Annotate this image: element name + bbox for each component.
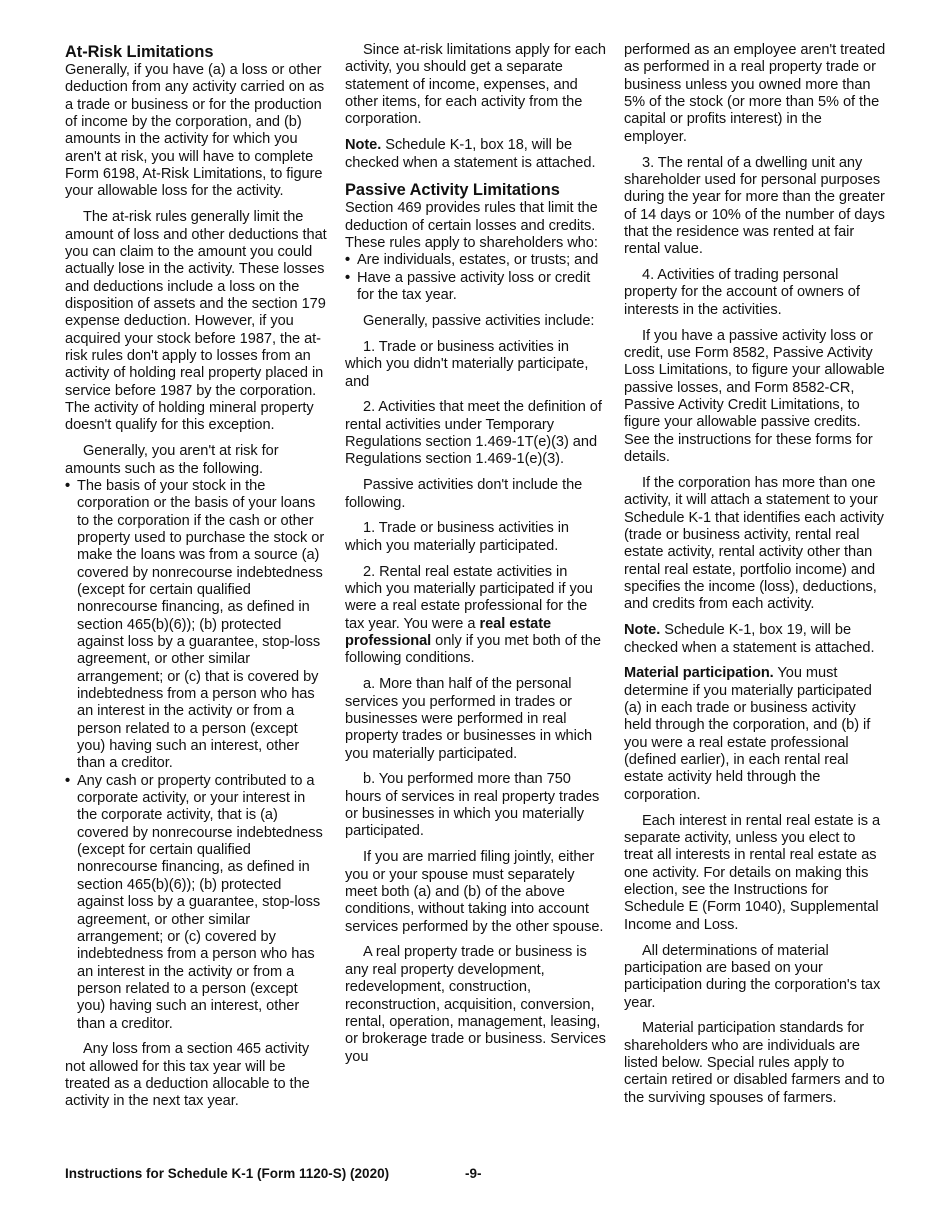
paragraph: Since at-risk limitations apply for each activity, you should get a separate statement of income, expenses, and other items, for each activity from the corporation. [345, 42, 606, 128]
note-paragraph [624, 622, 886, 657]
bullet-item [345, 252, 607, 269]
paragraph: Section 469 provides rules that limit the deduction of certain losses and credits. These rules apply to shareholders who: [345, 200, 598, 252]
list-item: a. More than half of the personal services you performed in trades or businesses were performed in real property trades or businesses in which you materially participated. [345, 676, 593, 762]
bullet-icon: • [65, 772, 71, 789]
paragraph: Material participation standards for shareholders who are individuals are listed below. Special rules apply to certain retired or disabled farmers and to the surviving spouses of farmers. [624, 1020, 885, 1106]
bullet-text: Any cash or property contributed to a corporate activity, or your interest in the corporate activity, that is (a) covered by nonrecourse indebtedness (except for certain qualified nonrecourse financing, as defined in section 465(b)(6)); (b) protected against loss by a guarantee, stop-loss agreement, or other similar arrangement; or (c) covered by indebtedness from a person who has an interest in the activity or from a person related to a person (except you) having such an interest, other than a creditor. [77, 772, 323, 1032]
column-left [65, 42, 327, 1119]
run-in-heading: Material participation. [624, 665, 774, 682]
note-text: Schedule K-1, box 19, will be checked when a statement is attached. [624, 622, 875, 656]
paragraph: Generally, if you have (a) a loss or other deduction from any activity carried on as a trade or business or for the production of income by the corporation, and (b) amounts in the activity for which you aren't at risk, you will have to complete Form 6198, At-Risk Limitations, to figure your allowable loss for the activity. [65, 62, 325, 200]
heading-at-risk-limitations: At-Risk Limitations [65, 43, 214, 61]
note-label: Note. [624, 622, 661, 639]
bullet-text: Are individuals, estates, or trusts; and [357, 252, 599, 269]
paragraph: Passive activities don't include the following. [345, 477, 583, 511]
list-item-text: 2. Rental real estate activities in which you materially participated if you were a real estate professional for the tax year. You were a [345, 563, 593, 632]
paragraph-text: You must determine if you materially participated (a) in each trade or business activity held through the corporation, and (b) if you were a real estate professional (defined earlier), in each rental real estate activity held through the corporation. [624, 665, 872, 803]
paragraph: The at-risk rules generally limit the amount of loss and other deductions that you can claim to the amount you could actually lose in the activity. These losses and deductions include a loss on the disposition of assets and the section 179 expense deduction. However, if you acquired your stock before 1987, the at-risk rules don't apply to losses from an activity of holding real property placed in service before 1987 by the corporation. The activity of holding mineral property doesn't qualify for this exception. [65, 209, 327, 434]
note-paragraph [345, 137, 607, 172]
paragraph: All determinations of material participation are based on your participation during the corporation's tax year. [624, 942, 881, 1011]
list-item: 1. Trade or business activities in which you didn't materially participate, and [345, 338, 589, 390]
note-text: Schedule K-1, box 18, will be checked when a statement is attached. [345, 137, 596, 171]
paragraph: Each interest in rental real estate is a separate activity, unless you elect to treat all interests in rental real estate as one activity. For details on making this election, see the Instructions for Schedule E (Form 1040), Supplemental Income and Loss. [624, 812, 881, 933]
bullet-icon: • [345, 269, 351, 286]
paragraph: If you have a passive activity loss or credit, use Form 8582, Passive Activity Loss Limitations, to figure your allowable passive losses, and Form 8582-CR, Passive Activity Credit Limitations, to figure your allowable passive credits. See the instructions for these forms for details. [624, 327, 885, 466]
list-item: b. You performed more than 750 hours of services in real property trades or businesses in which you materially participated. [345, 771, 600, 840]
paragraph: If the corporation has more than one activity, it will attach a statement to your Schedule K-1 that identifies each activity (trade or business activity, rental real estate activity, rental activity other than rental real estate, portfolio income) and specifies the income (loss), deductions, and credits from each activity. [624, 474, 884, 613]
bullet-icon: • [65, 477, 71, 494]
bullet-icon: • [345, 252, 351, 269]
list-item: 4. Activities of trading personal property for the account of owners of interests in the activities. [624, 267, 860, 318]
list-item: 2. Activities that meet the definition of rental activities under Temporary Regulations section 1.469-1T(e)(3) and Regulations section 1.469-1(e)(3). [345, 399, 602, 468]
bullet-text: Have a passive activity loss or credit for the tax year. [357, 269, 591, 304]
bullet-item [65, 773, 327, 1033]
column-right [624, 42, 886, 1116]
paragraph: Any loss from a section 465 activity not allowed for this tax year will be treated as a deduction allocable to the activity in the next tax year. [65, 1041, 310, 1110]
list-item-text: only if you met both of the following conditions. [345, 632, 601, 667]
page-number: -9- [465, 1166, 482, 1181]
paragraph: Generally, you aren't at risk for amounts such as the following. [65, 443, 279, 477]
footer-title: Instructions for Schedule K-1 (Form 1120-S) (2020) [65, 1166, 390, 1181]
material-participation-paragraph [624, 665, 886, 804]
bullet-item [345, 270, 607, 305]
paragraph: A real property trade or business is any real property development, redevelopment, construction, reconstruction, acquisition, conversion, rental, operation, management, leasing, or brokerage trade or business. Services you [345, 944, 606, 1065]
list-item: 3. The rental of a dwelling unit any shareholder used for personal purposes during the year for more than the greater of 14 days or 10% of the number of days that the residence was rented at fair rental value. [624, 154, 885, 258]
paragraph: performed as an employee aren't treated as performed in a real property trade or business unless you owned more than 5% of the stock (or more than 5% of the capital or profits interest) in the employer. [624, 42, 886, 145]
bullet-item [65, 478, 327, 773]
list-item [345, 564, 607, 668]
paragraph: If you are married filing jointly, either you or your spouse must separately meet both (a) and (b) of the above conditions, without taking into account services performed by the other spouse. [345, 849, 604, 935]
heading-passive-activity-limitations: Passive Activity Limitations [345, 181, 560, 200]
list-item: 1. Trade or business activities in which you materially participated. [345, 520, 569, 554]
paragraph: Generally, passive activities include: [363, 312, 595, 329]
note-label: Note. [345, 137, 382, 154]
bullet-text: The basis of your stock in the corporation or the basis of your loans to the corporation if the cash or other property used to purchase the stock or make the loans was from a source (a) covered by nonrecourse indebtedness (except for certain qualified nonrecourse financing, as defined in section 465(b)(6)); (b) protected against loss by a guarantee, stop-loss agreement, or other similar arrangement; or (c) that is covered by indebtedness from a person who has an interest in the activity or from a person related to a person (except you) having such an interest, other than a creditor. [77, 477, 325, 772]
defined-term: real estate professional [345, 615, 552, 649]
column-middle [345, 42, 607, 1074]
